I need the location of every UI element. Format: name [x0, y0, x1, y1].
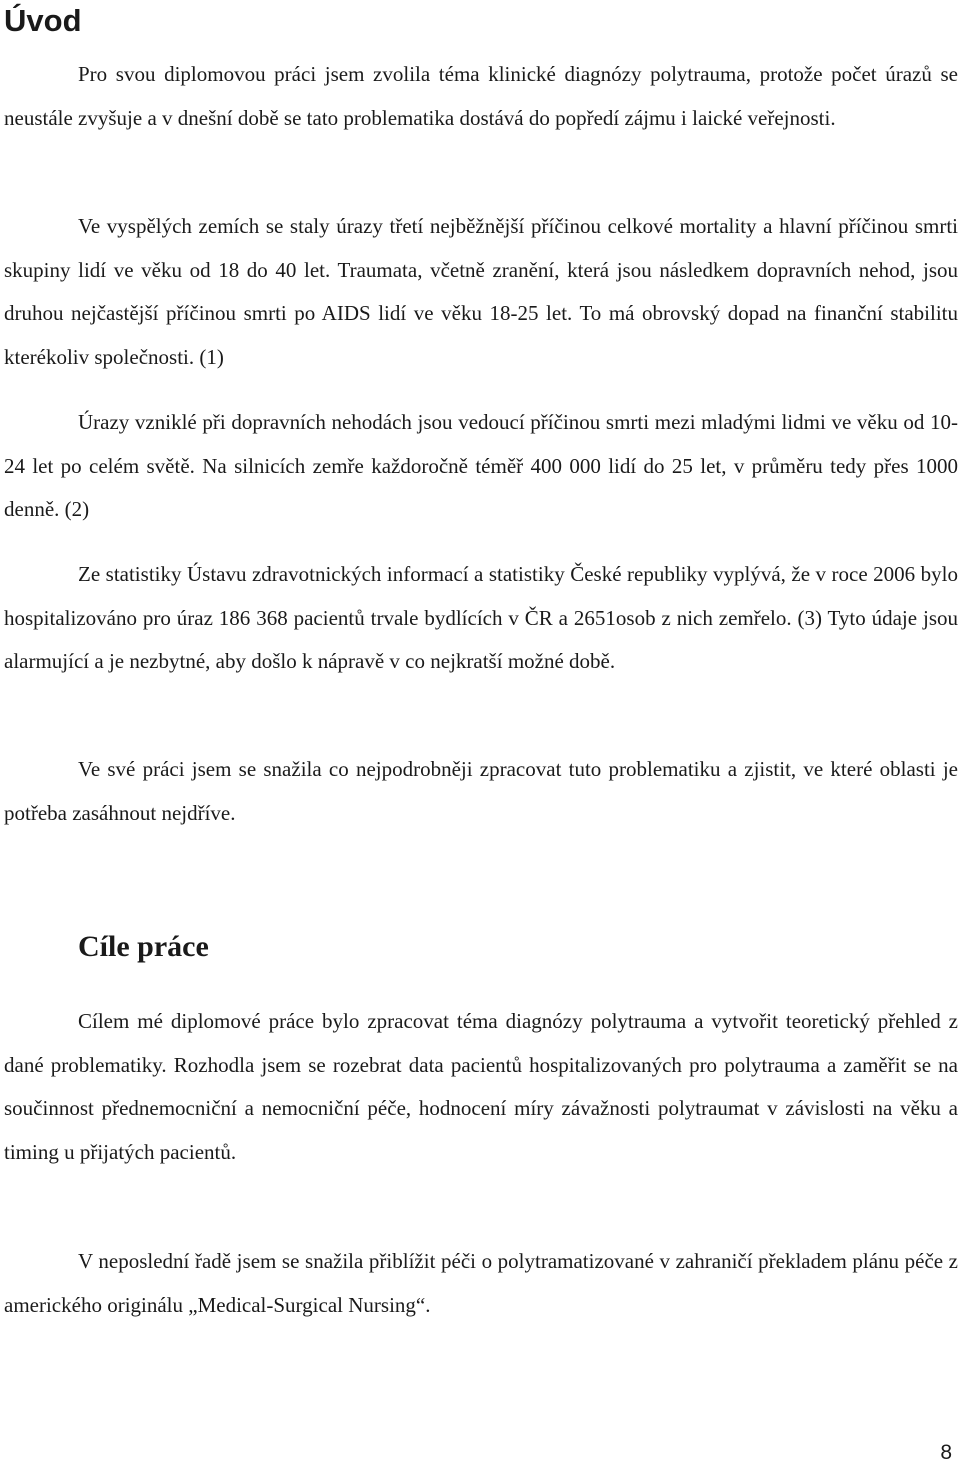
- paragraph-7: V neposlední řadě jsem se snažila přiblížit péči o polytramatizované v zahraničí překladem plánu péče z amerického originálu „Medical-Surgical Nursing“.: [4, 1249, 958, 1317]
- heading-cile-prace: Cíle práce: [78, 930, 209, 963]
- paragraph-6: Cílem mé diplomové práce bylo zpracovat téma diagnózy polytrauma a vytvořit teoretický přehled z dané problematiky. Rozhodla jsem se rozebrat data pacientů hospitalizovaných pro polytrauma a zaměřit se na součinnost přednemocniční a nemocniční péče, hodnocení míry závažnosti polytraumat v závislosti na věku a timing u přijatých pacientů.: [4, 1009, 958, 1164]
- paragraph-1: Pro svou diplomovou práci jsem zvolila téma klinické diagnózy polytrauma, protože počet úrazů se neustále zvyšuje a v dnešní době se tato problematika dostává do popředí zájmu i laické veřejnosti.: [4, 62, 958, 130]
- paragraph-5: Ve své práci jsem se snažila co nejpodrobněji zpracovat tuto problematiku a zjistit, ve které oblasti je potřeba zasáhnout nejdříve.: [4, 757, 958, 825]
- page-number: 8: [940, 1441, 952, 1464]
- paragraph-4: Ze statistiky Ústavu zdravotnických informací a statistiky České republiky vyplývá, že v roce 2006 bylo hospitalizováno pro úraz 186 368 pacientů trvale bydlících v ČR a 2651osob z nich zemřelo. (3) Tyto údaje jsou alarmující a je nezbytné, aby došlo k nápravě v co nejkratší možné době.: [4, 562, 958, 673]
- heading-uvod: Úvod: [4, 3, 82, 38]
- paragraph-2: Ve vyspělých zemích se staly úrazy třetí nejběžnější příčinou celkové mortality a hlavní příčinou smrti skupiny lidí ve věku od 18 do 40 let. Traumata, včetně zranění, která jsou následkem dopravních nehod, jsou druhou nejčastější příčinou smrti po AIDS lidí ve věku 18-25 let. To má obrovský dopad na finanční stabilitu kterékoliv společnosti. (1): [4, 214, 958, 369]
- paragraph-3: Úrazy vzniklé při dopravních nehodách jsou vedoucí příčinou smrti mezi mladými lidmi ve věku od 10-24 let po celém světě. Na silnicích zemře každoročně téměř 400 000 lidí do 25 let, v průměru tedy přes 1000 denně. (2): [4, 410, 958, 521]
